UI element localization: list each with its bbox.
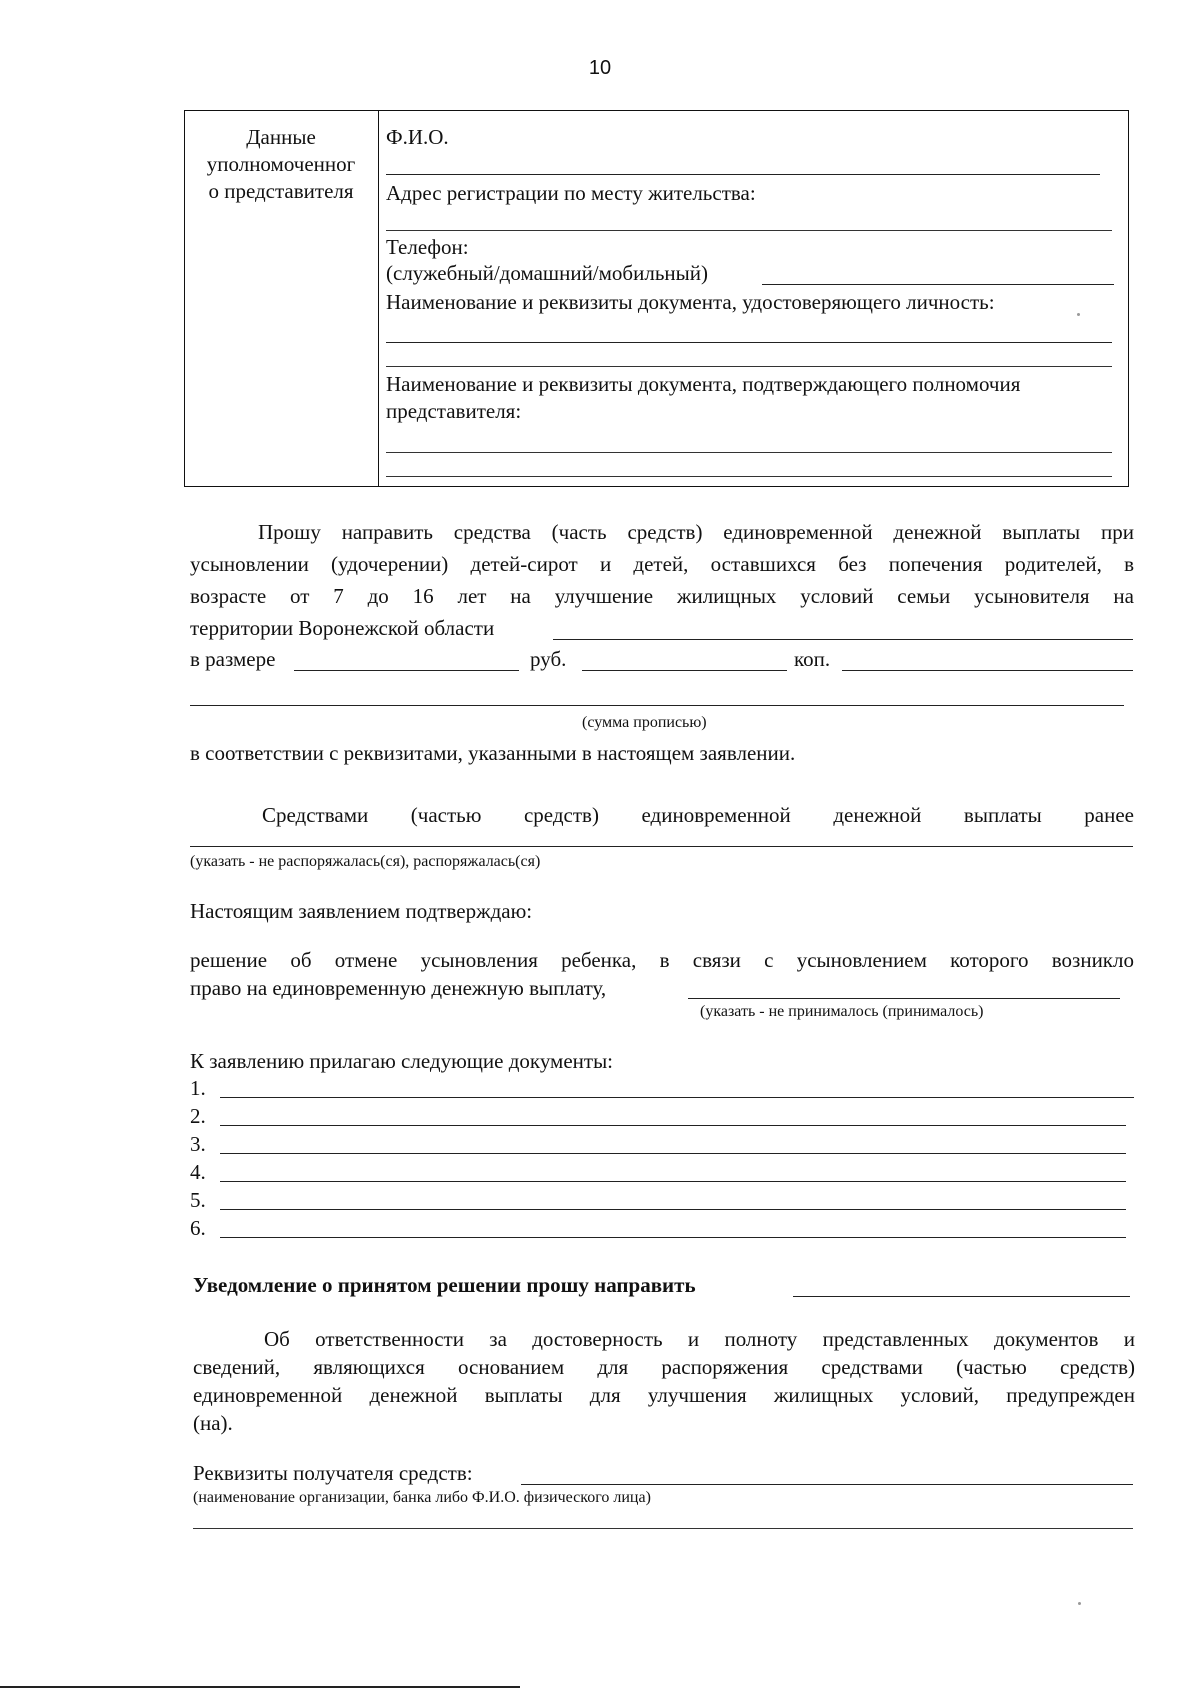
request-line-4: территории Воронежской области <box>190 616 495 640</box>
rub-label: руб. <box>530 647 567 671</box>
prior-use-text: Средствами (частью средств) единовременной денежной выплаты ранее <box>262 803 1134 827</box>
phone-label: Телефон: <box>386 235 469 259</box>
attachment-number-3: 3. <box>190 1132 206 1156</box>
kop-amount-field[interactable] <box>582 670 787 671</box>
recipient-field[interactable] <box>521 1484 1133 1485</box>
recipient-hint: (наименование организации, банка либо Ф.И.О. физического лица) <box>193 1489 651 1506</box>
confirmation-line-1: решение об отмене усыновления ребенка, в связи с усыновлением которого возникло <box>190 948 1134 972</box>
attachment-number-6: 6. <box>190 1216 206 1240</box>
amount-label: в размере <box>190 647 276 671</box>
page-number: 10 <box>588 57 612 79</box>
id-document-field-line-1[interactable] <box>386 342 1112 343</box>
responsibility-line-4: (на). <box>193 1411 233 1435</box>
responsibility-line-1: Об ответственности за достоверность и полноту представленных документов и <box>264 1327 1135 1351</box>
attachment-number-4: 4. <box>190 1160 206 1184</box>
table-column-divider <box>378 110 379 487</box>
address-field[interactable] <box>386 230 1112 231</box>
bottom-edge-line <box>0 1686 520 1688</box>
attachment-number-2: 2. <box>190 1104 206 1128</box>
attachment-number-1: 1. <box>190 1076 206 1100</box>
sum-in-words-field[interactable] <box>190 705 1124 706</box>
attachment-field-2[interactable] <box>220 1125 1126 1126</box>
fio-field[interactable] <box>386 174 1100 175</box>
address-label: Адрес регистрации по месту жительства: <box>386 181 756 205</box>
recipient-label: Реквизиты получателя средств: <box>193 1461 473 1485</box>
confirmation-heading: Настоящим заявлением подтверждаю: <box>190 899 533 923</box>
attachments-heading: К заявлению прилагаю следующие документы: <box>190 1049 614 1073</box>
representative-label-line-3: о представителя <box>208 179 354 203</box>
kop-label: коп. <box>794 647 831 671</box>
scan-speck <box>1077 313 1080 316</box>
attachment-field-1[interactable] <box>220 1097 1134 1098</box>
amount-extra-field[interactable] <box>842 670 1133 671</box>
adoption-cancellation-field[interactable] <box>688 998 1120 999</box>
phone-field[interactable] <box>762 284 1114 285</box>
confirmation-hint: (указать - не принималось (принималось) <box>700 1003 984 1020</box>
responsibility-line-3: единовременной денежной выплаты для улучшения жилищных условий, предупрежден <box>193 1383 1135 1407</box>
representative-label <box>186 124 376 205</box>
request-line-3: возрасте от 7 до 16 лет на улучшение жилищных условий семьи усыновителя на <box>190 584 1134 608</box>
rub-amount-field[interactable] <box>294 670 519 671</box>
representative-label-line-1: Данные <box>246 125 316 149</box>
notification-text: Уведомление о принятом решении прошу направить <box>193 1273 696 1297</box>
territory-field[interactable] <box>553 639 1133 640</box>
representative-label-line-2: уполномоченног <box>206 152 356 176</box>
request-line-1: Прошу направить средства (часть средств) единовременной денежной выплаты при <box>258 520 1134 544</box>
authority-document-label-2: представителя: <box>386 399 522 423</box>
confirmation-line-2: право на единовременную денежную выплату, <box>190 976 607 1000</box>
id-document-label: Наименование и реквизиты документа, удостоверяющего личность: <box>386 290 995 314</box>
attachment-number-5: 5. <box>190 1188 206 1212</box>
phone-types-label: (служебный/домашний/мобильный) <box>386 261 708 285</box>
recipient-field-2[interactable] <box>193 1528 1133 1529</box>
attachment-field-6[interactable] <box>220 1237 1126 1238</box>
authority-document-field-line-1[interactable] <box>386 452 1112 453</box>
fio-label: Ф.И.О. <box>386 125 449 149</box>
sum-in-words-hint: (сумма прописью) <box>582 714 707 731</box>
id-document-field-line-2[interactable] <box>386 366 1112 367</box>
authority-document-label: Наименование и реквизиты документа, подтверждающего полномочия <box>386 372 1021 396</box>
responsibility-line-2: сведений, являющихся основанием для распоряжения средствами (частью средств) <box>193 1355 1135 1379</box>
notification-field[interactable] <box>793 1296 1130 1297</box>
attachment-field-5[interactable] <box>220 1209 1126 1210</box>
prior-use-field[interactable] <box>190 846 1133 847</box>
attachment-field-4[interactable] <box>220 1181 1126 1182</box>
prior-use-hint: (указать - не распоряжалась(ся), распоряжалась(ся) <box>190 853 541 870</box>
according-text: в соответствии с реквизитами, указанными в настоящем заявлении. <box>190 741 796 765</box>
request-line-2: усыновлении (удочерении) детей-сирот и детей, оставшихся без попечения родителей, в <box>190 552 1134 576</box>
authority-document-field-line-2[interactable] <box>386 476 1112 477</box>
scan-speck <box>1078 1602 1081 1605</box>
attachment-field-3[interactable] <box>220 1153 1126 1154</box>
